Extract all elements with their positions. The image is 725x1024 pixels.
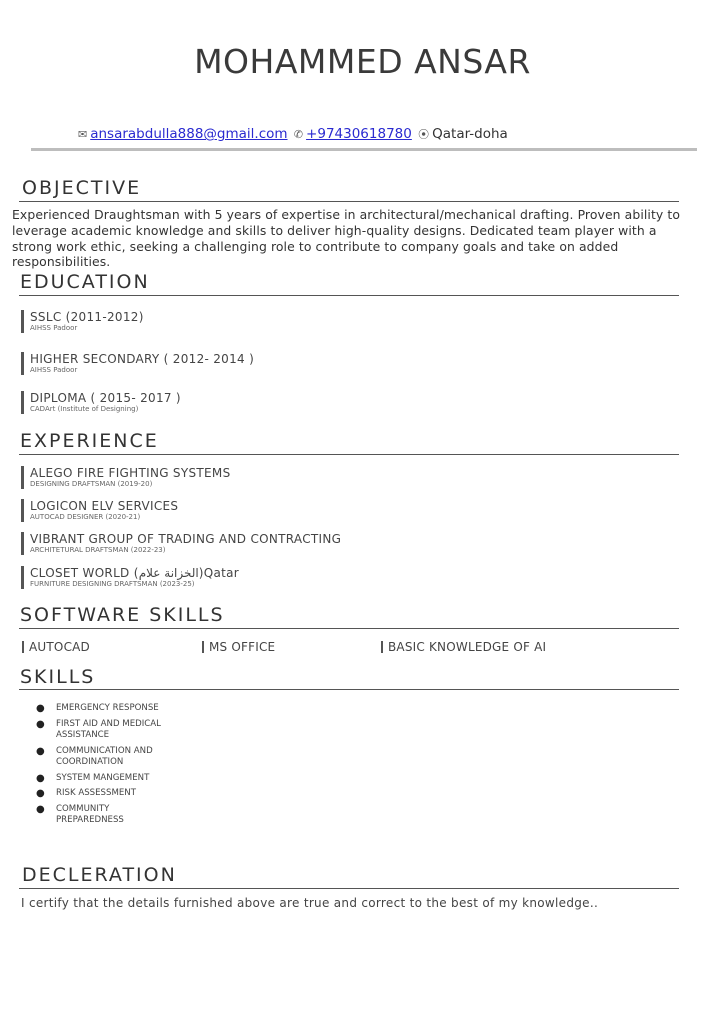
experience-item — [21, 532, 341, 555]
bullet-icon: ● — [36, 772, 45, 784]
experience-company: CLOSET WORLD (الخزانة علام)Qatar — [30, 566, 240, 580]
bullet-icon: ● — [36, 803, 45, 815]
experience-company: ALEGO FIRE FIGHTING SYSTEMS — [30, 466, 231, 480]
education-item-school: CADArt (Institute of Designing) — [30, 405, 139, 413]
email-link[interactable]: ansarabdulla888@gmail.com — [90, 126, 288, 142]
education-item-school: AIHSS Padoor — [30, 324, 78, 332]
software-heading: SOFTWARE SKILLS — [20, 604, 225, 626]
experience-item — [21, 566, 239, 589]
objective-text: Experienced Draughtsman with 5 years of expertise in architectural/mechanical drafting. Proven ability to leverage academic knowledge and skills to deliver high-quality designs. Dedicated team player with a strong work ethic, seeking a challenging role to contribute to company goals and take on added responsibilities. — [12, 207, 681, 270]
location-text: Qatar-doha — [432, 126, 508, 142]
education-heading: EDUCATION — [20, 271, 150, 293]
location-pin-icon: ⦿ — [418, 128, 430, 141]
declaration-heading: DECLERATION — [22, 864, 177, 886]
software-item: AUTOCAD — [22, 641, 90, 653]
experience-role: ARCHITETURAL DRAFTSMAN (2022-23) — [30, 546, 166, 554]
skills-heading: SKILLS — [20, 666, 96, 688]
phone-link[interactable]: +97430618780 — [306, 126, 412, 142]
objective-rule — [19, 201, 679, 202]
contact-line — [76, 126, 508, 142]
experience-rule — [19, 454, 679, 455]
bullet-icon: ● — [36, 703, 45, 714]
software-item: BASIC KNOWLEDGE OF AI — [381, 641, 546, 653]
declaration-text: I certify that the details furnished above are true and correct to the best of my knowledge.. — [21, 896, 599, 910]
experience-item — [21, 499, 178, 522]
education-item — [21, 391, 181, 414]
software-rule — [19, 628, 679, 629]
bullet-icon: ● — [36, 718, 45, 730]
education-rule — [19, 295, 679, 296]
skill-item: ● SYSTEM MANGEMENT — [36, 772, 150, 784]
education-item — [21, 310, 144, 333]
software-item: MS OFFICE — [202, 641, 275, 653]
skills-rule — [19, 689, 679, 690]
declaration-rule — [19, 888, 679, 889]
experience-item — [21, 466, 230, 489]
skill-item: ● FIRST AID AND MEDICAL ASSISTANCE — [36, 718, 161, 740]
experience-role: FURNITURE DESIGNING DRAFTSMAN (2023-25) — [30, 580, 195, 588]
education-item-school: AIHSS Padoor — [30, 366, 78, 374]
header-divider — [31, 148, 697, 151]
skill-item: ● EMERGENCY RESPONSE — [36, 703, 159, 714]
skill-item: ● COMMUNITY PREPAREDNESS — [36, 803, 124, 825]
phone-icon: ✆ — [293, 128, 304, 141]
email-icon: ✉ — [78, 128, 88, 141]
education-item-title: DIPLOMA ( 2015- 2017 ) — [30, 391, 181, 405]
bullet-icon: ● — [36, 745, 45, 757]
skill-item: ● RISK ASSESSMENT — [36, 788, 136, 799]
education-item-title: HIGHER SECONDARY ( 2012- 2014 ) — [30, 352, 255, 366]
skills-list — [36, 703, 176, 831]
bullet-icon: ● — [36, 788, 45, 799]
experience-company: LOGICON ELV SERVICES — [30, 499, 179, 513]
objective-heading: OBJECTIVE — [22, 177, 142, 199]
experience-role: DESIGNING DRAFTSMAN (2019-20) — [30, 480, 153, 488]
education-item — [21, 352, 254, 375]
skill-item: ● COMMUNICATION AND COORDINATION — [36, 745, 153, 767]
experience-role: AUTOCAD DESIGNER (2020-21) — [30, 513, 141, 521]
experience-heading: EXPERIENCE — [20, 430, 159, 452]
experience-company: VIBRANT GROUP OF TRADING AND CONTRACTING — [30, 532, 342, 546]
education-item-title: SSLC (2011-2012) — [30, 310, 144, 324]
candidate-name: MOHAMMED ANSAR — [194, 42, 531, 81]
